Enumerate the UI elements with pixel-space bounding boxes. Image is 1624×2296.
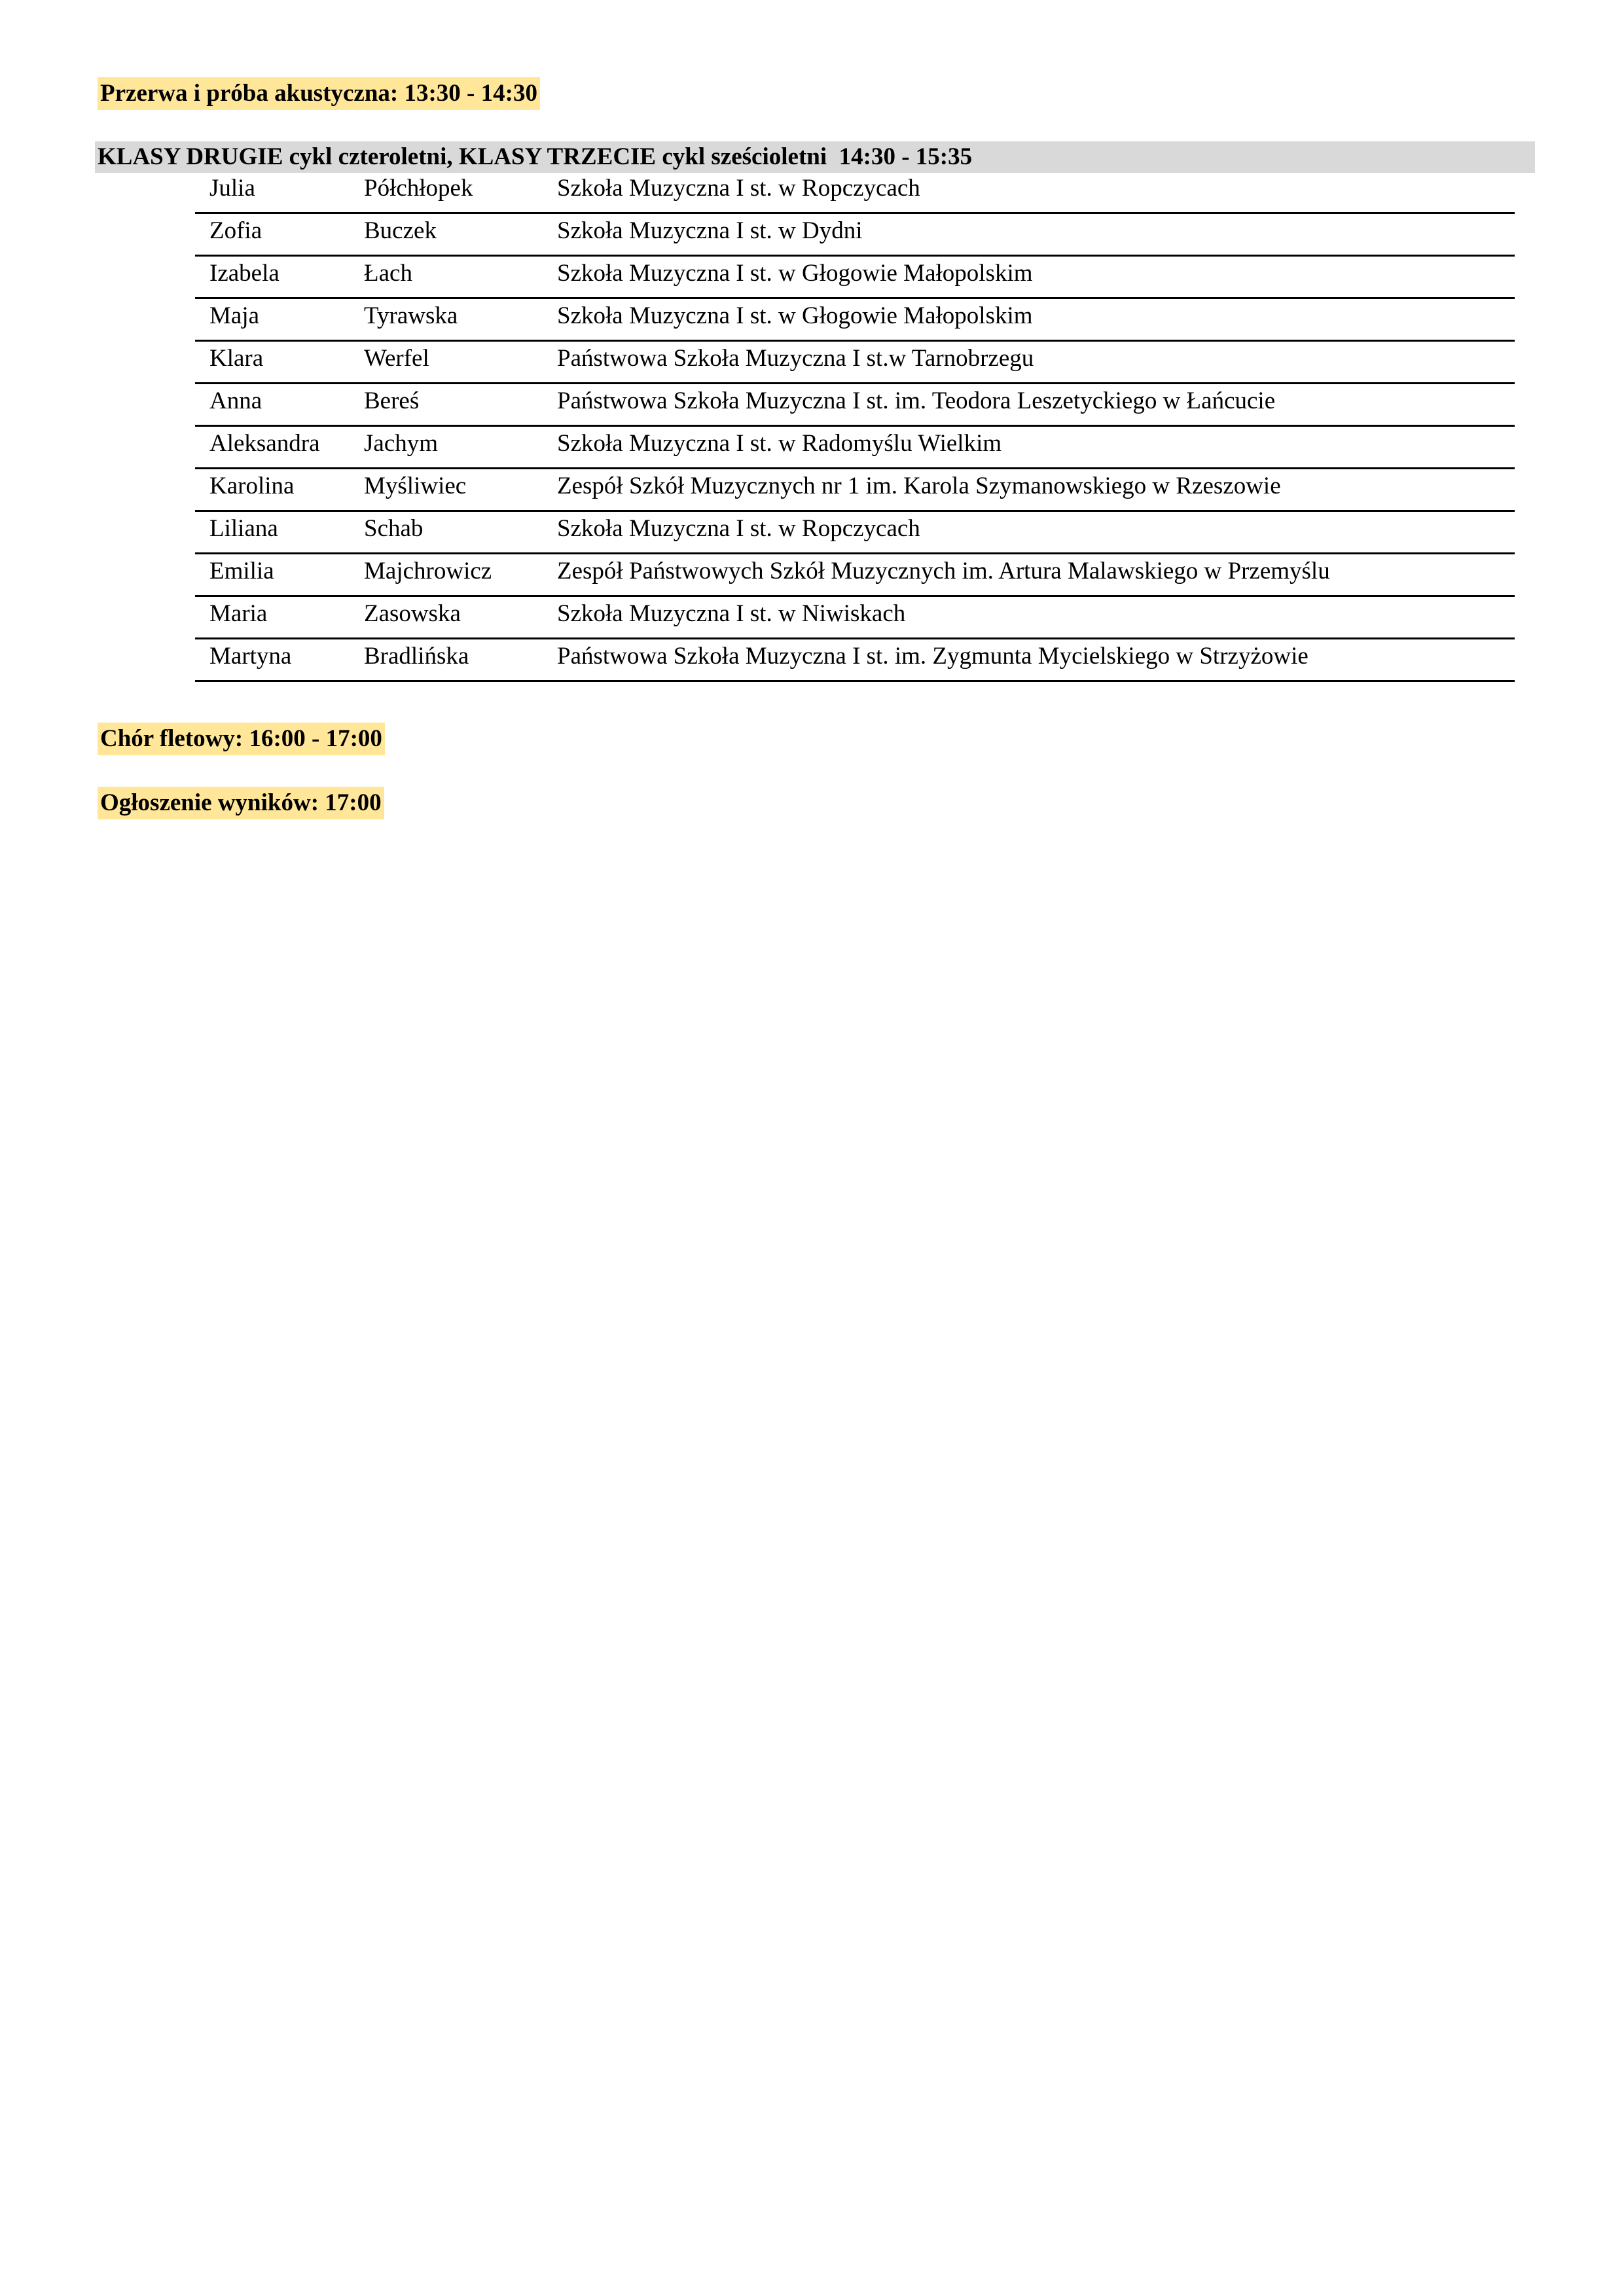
table-row [195, 342, 1515, 384]
school-name: Szkoła Muzyczna I st. w Dydni [557, 217, 863, 244]
school-name: Szkoła Muzyczna I st. w Ropczycach [557, 515, 920, 542]
last-name: Zasowska [364, 600, 461, 627]
last-name: Werfel [364, 345, 429, 372]
school-name: Szkoła Muzyczna I st. w Radomyślu Wielkim [557, 430, 1002, 457]
table-row [195, 171, 1515, 214]
last-name: Bereś [364, 387, 420, 414]
school-name: Państwowa Szkoła Muzyczna I st. im. Teodora Leszetyckiego w Łańcucie [557, 387, 1276, 414]
first-name: Zofia [209, 217, 262, 244]
table-row [195, 554, 1515, 597]
first-name: Izabela [209, 260, 280, 287]
school-name: Państwowa Szkoła Muzyczna I st. im. Zygmunta Mycielskiego w Strzyżowie [557, 643, 1308, 670]
table-row [195, 639, 1515, 682]
first-name: Julia [209, 175, 255, 202]
section-header: KLASY DRUGIE cykl czteroletni, KLASY TRZECIE cykl sześcioletni 14:30 - 15:35 [95, 141, 1535, 173]
school-name: Zespół Szkół Muzycznych nr 1 im. Karola Szymanowskiego w Rzeszowie [557, 473, 1281, 499]
last-name: Myśliwiec [364, 473, 467, 499]
school-name: Szkoła Muzyczna I st. w Niwiskach [557, 600, 906, 627]
last-name: Buczek [364, 217, 437, 244]
school-name: Państwowa Szkoła Muzyczna I st.w Tarnobrzegu [557, 345, 1034, 372]
last-name: Tyrawska [364, 302, 458, 329]
first-name: Maria [209, 600, 268, 627]
last-name: Półchłopek [364, 175, 473, 202]
first-name: Maja [209, 302, 260, 329]
first-name: Aleksandra [209, 430, 320, 457]
table-row [195, 512, 1515, 554]
first-name: Klara [209, 345, 264, 372]
school-name: Szkoła Muzyczna I st. w Głogowie Małopolskim [557, 260, 1033, 287]
results-announcement-heading: Ogłoszenie wyników: 17:00 [98, 787, 384, 819]
table-row [195, 384, 1515, 427]
last-name: Schab [364, 515, 424, 542]
table-row [195, 597, 1515, 639]
participant-table [195, 171, 1515, 682]
last-name: Łach [364, 260, 412, 287]
table-row [195, 427, 1515, 469]
break-time-heading: Przerwa i próba akustyczna: 13:30 - 14:30 [98, 77, 540, 110]
last-name: Majchrowicz [364, 558, 492, 584]
school-name: Szkoła Muzyczna I st. w Ropczycach [557, 175, 920, 202]
table-row [195, 257, 1515, 299]
first-name: Anna [209, 387, 262, 414]
table-row [195, 469, 1515, 512]
table-row [195, 299, 1515, 342]
first-name: Karolina [209, 473, 295, 499]
table-row [195, 214, 1515, 257]
school-name: Szkoła Muzyczna I st. w Głogowie Małopolskim [557, 302, 1033, 329]
first-name: Martyna [209, 643, 292, 670]
last-name: Jachym [364, 430, 439, 457]
first-name: Emilia [209, 558, 274, 584]
first-name: Liliana [209, 515, 278, 542]
last-name: Bradlińska [364, 643, 469, 670]
flute-choir-heading: Chór fletowy: 16:00 - 17:00 [98, 723, 385, 755]
school-name: Zespół Państwowych Szkół Muzycznych im. Artura Malawskiego w Przemyślu [557, 558, 1330, 584]
